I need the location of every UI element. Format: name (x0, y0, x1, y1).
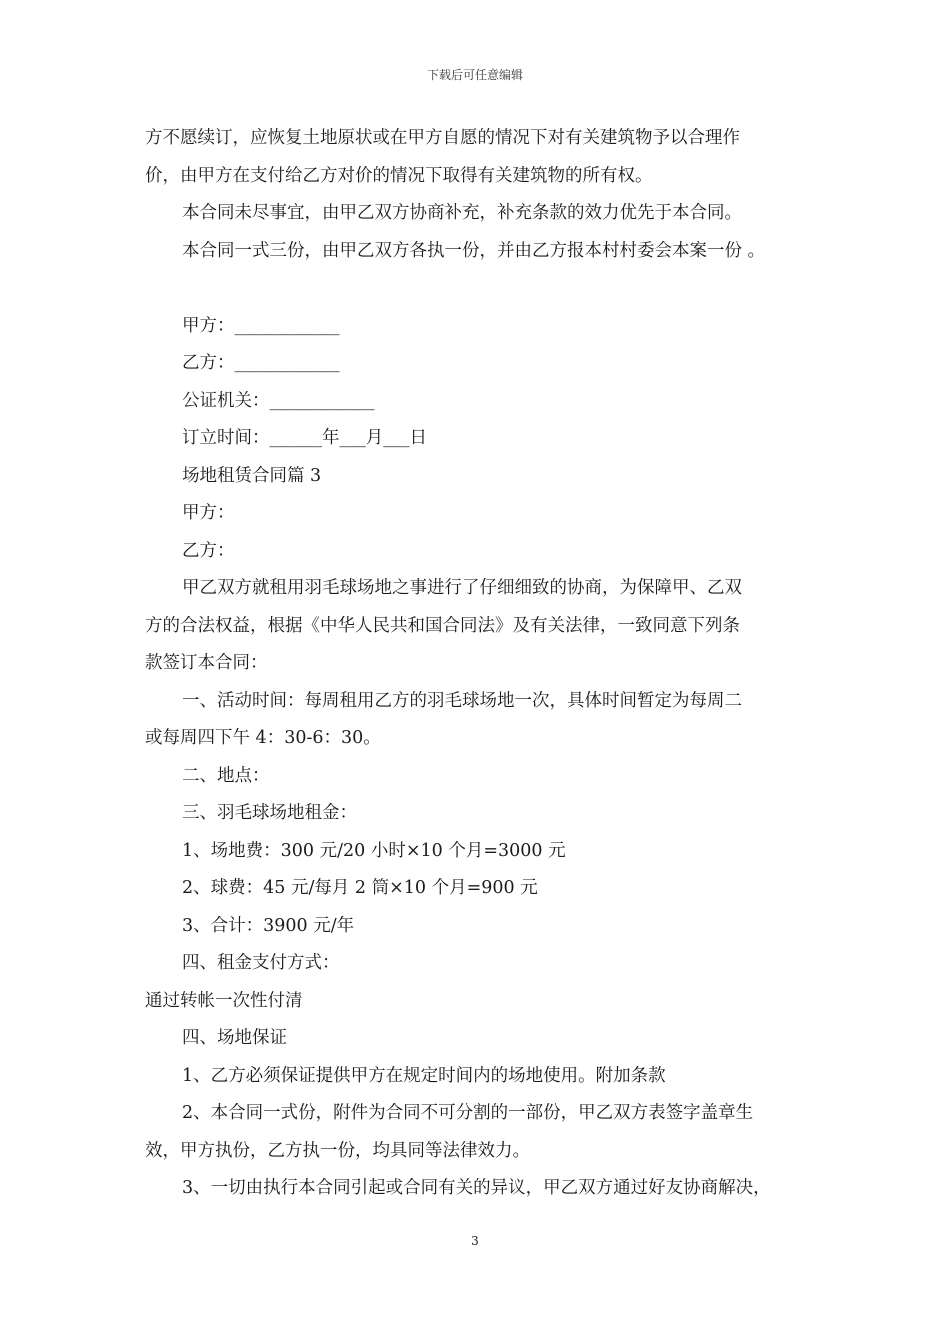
paragraph-line: 方的合法权益，根据《中华人民共和国合同法》及有关法律，一致同意下列条 (145, 615, 740, 636)
paragraph-line: 三、羽毛球场地租金： (182, 803, 357, 823)
paragraph-line: 3、一切由执行本合同引起或合同有关的异议，甲乙双方通过好友协商解决， (182, 1178, 771, 1198)
paragraph-line: 1、场地费：300 元/20 小时×10 个月=3000 元 (182, 840, 566, 861)
section-title: 场地租赁合同篇 3 (182, 465, 322, 486)
paragraph-line: 3、合计：3900 元/年 (182, 915, 355, 936)
paragraph-line: 一、活动时间：每周租用乙方的羽毛球场地一次，具体时间暂定为每周二 (182, 690, 742, 711)
paragraph-line: 四、租金支付方式： (182, 953, 340, 973)
paragraph-line: 款签订本合同： (145, 653, 268, 673)
paragraph-line: 二、地点： (182, 765, 270, 786)
paragraph-line: 本合同未尽事宜，由甲乙双方协商补充，补充条款的效力优先于本合同。 (182, 203, 742, 223)
signature-party-b: 乙方：____________ (182, 353, 340, 373)
paragraph-line: 或每周四下午 4：30-6：30。 (145, 728, 381, 748)
document-body (145, 120, 817, 1208)
paragraph-line: 效，甲方执份，乙方执一份，均具同等法律效力。 (145, 1140, 530, 1161)
paragraph-line: 2、球费：45 元/每月 2 筒×10 个月=900 元 (182, 878, 538, 898)
paragraph-line: 四、场地保证 (182, 1028, 287, 1048)
signature-party-a: 甲方：____________ (182, 315, 340, 336)
paragraph-line: 本合同一式三份，由甲乙双方各执一份，并由乙方报本村村委会本案一份 。 (182, 240, 766, 261)
paragraph-line: 1、乙方必须保证提供甲方在规定时间内的场地使用。附加条款 (182, 1065, 666, 1086)
party-b-label: 乙方： (182, 540, 235, 561)
signature-notary: 公证机关：____________ (182, 390, 375, 411)
party-a-label: 甲方： (182, 503, 235, 523)
paragraph-line: 通过转帐一次性付清 (145, 990, 303, 1011)
paragraph-line: 价，由甲方在支付给乙方对价的情况下取得有关建筑物的所有权。 (145, 165, 653, 186)
paragraph-line: 方不愿续订，应恢复土地原状或在甲方自愿的情况下对有关建筑物予以合理作 (145, 128, 740, 148)
page-number: 3 (471, 1234, 479, 1248)
page-header: 下载后可任意编辑 (426, 68, 523, 82)
paragraph-line: 甲乙双方就租用羽毛球场地之事进行了仔细细致的协商，为保障甲、乙双 (182, 578, 742, 598)
blank-line (145, 270, 817, 308)
paragraph-line: 2、本合同一式份，附件为合同不可分割的一部份，甲乙双方表签字盖章生 (182, 1103, 754, 1123)
signature-date: 订立时间：______年___月___日 (182, 428, 427, 448)
